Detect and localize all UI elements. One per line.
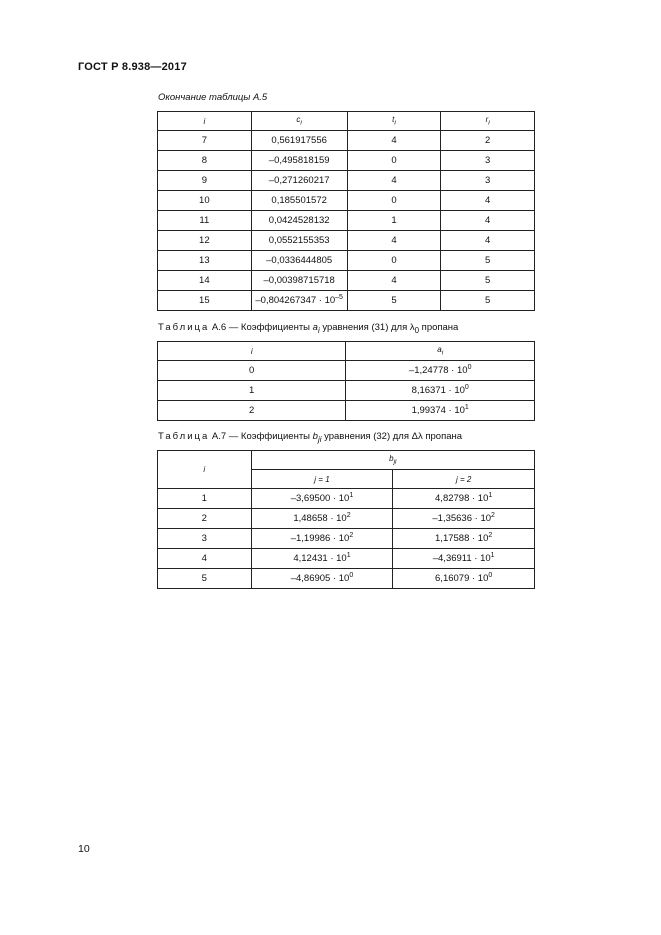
cell-bj1: $-3,69500 \cdot 10^1$	[251, 489, 393, 509]
cell-ti: 0	[347, 151, 441, 171]
cell-bj2: $4,82798 \cdot 10^1$	[393, 489, 535, 509]
cell-i: 9	[158, 171, 252, 191]
cell-i: 10	[158, 191, 252, 211]
col-header-ti: $t_i$	[347, 112, 441, 131]
col-header-bji: $b_{ji}$	[251, 451, 534, 470]
cell-bj1: $1,48658 \cdot 10^2$	[251, 509, 393, 529]
table-row	[158, 191, 535, 211]
cell-ti: 0	[347, 251, 441, 271]
cell-bj2: $-4,36911 \cdot 10^1$	[393, 549, 535, 569]
cell-i: 8	[158, 151, 252, 171]
cell-bj2: $-1,35636 \cdot 10^2$	[393, 509, 535, 529]
cell-i: 4	[158, 549, 252, 569]
col-header-ci: $c_i$	[251, 112, 347, 131]
table-row	[158, 251, 535, 271]
cell-i: 15	[158, 291, 252, 311]
table-a7-caption: Таблица А.7 — Коэффициенты $b_{ji}$ уравнения (32) для Δλ пропана	[158, 431, 463, 444]
cell-i: 1	[158, 489, 252, 509]
cell-ci: 0,185501572	[251, 191, 347, 211]
cell-ri: 2	[441, 131, 535, 151]
cell-ci: 0,0552155353	[251, 231, 347, 251]
table-row	[158, 211, 535, 231]
table-row	[158, 549, 535, 569]
cell-ai: $1,99374 \cdot 10^1$	[346, 401, 535, 421]
col-header-ri: $r_i$	[441, 112, 535, 131]
table-row	[158, 171, 535, 191]
cell-i: 3	[158, 529, 252, 549]
cell-ti: 0	[347, 191, 441, 211]
table-row	[158, 271, 535, 291]
table-row	[158, 529, 535, 549]
cell-ri: 5	[441, 291, 535, 311]
cell-ri: 4	[441, 211, 535, 231]
cell-i: 12	[158, 231, 252, 251]
cell-ci: $-0,804267347 \cdot 10^{-5}$	[251, 291, 347, 311]
cell-ti: 5	[347, 291, 441, 311]
table-row	[158, 569, 535, 589]
cell-i: 0	[158, 361, 346, 381]
cell-i: 7	[158, 131, 252, 151]
cell-i: 5	[158, 569, 252, 589]
cell-bj1: $-4,86905 \cdot 10^0$	[251, 569, 393, 589]
table-row	[158, 151, 535, 171]
cell-bj1: $4,12431 \cdot 10^1$	[251, 549, 393, 569]
cell-ti: 4	[347, 131, 441, 151]
cell-bj1: $-1,19986 \cdot 10^2$	[251, 529, 393, 549]
cell-i: 11	[158, 211, 252, 231]
table-row	[158, 401, 535, 421]
cell-bj2: $6,16079 \cdot 10^0$	[393, 569, 535, 589]
cell-ri: 3	[441, 151, 535, 171]
cell-i: 13	[158, 251, 252, 271]
table-row	[158, 291, 535, 311]
col-header-j1: j = 1	[251, 470, 393, 489]
cell-ai: $-1,24778 \cdot 10^0$	[346, 361, 535, 381]
cell-ti: 4	[347, 171, 441, 191]
page-number: 10	[78, 843, 90, 855]
table-a6	[157, 341, 535, 421]
cell-i: 2	[158, 509, 252, 529]
col-header-i: i	[158, 112, 252, 131]
col-header-ai: $a_i$	[346, 342, 535, 361]
table-a7	[157, 450, 535, 589]
col-header-i: i	[158, 451, 252, 489]
cell-ci: 0,561917556	[251, 131, 347, 151]
col-header-j2: j = 2	[393, 470, 535, 489]
cell-ti: 1	[347, 211, 441, 231]
table-row	[158, 361, 535, 381]
cell-ti: 4	[347, 271, 441, 291]
cell-ri: 5	[441, 251, 535, 271]
cell-ci: –0,00398715718	[251, 271, 347, 291]
cell-ti: 4	[347, 231, 441, 251]
cell-ri: 3	[441, 171, 535, 191]
cell-ci: –0,495818159	[251, 151, 347, 171]
table-row	[158, 231, 535, 251]
table-a5-caption: Окончание таблицы А.5	[158, 92, 268, 103]
cell-ci: –0,0336444805	[251, 251, 347, 271]
cell-i: 2	[158, 401, 346, 421]
cell-i: 1	[158, 381, 346, 401]
cell-bj2: $1,17588 \cdot 10^2$	[393, 529, 535, 549]
table-a5	[157, 111, 535, 311]
cell-ri: 4	[441, 231, 535, 251]
cell-ri: 5	[441, 271, 535, 291]
cell-i: 14	[158, 271, 252, 291]
cell-ai: $8,16371 \cdot 10^0$	[346, 381, 535, 401]
table-row	[158, 381, 535, 401]
cell-ri: 4	[441, 191, 535, 211]
cell-ci: –0,271260217	[251, 171, 347, 191]
document-header: ГОСТ Р 8.938—2017	[78, 61, 187, 73]
table-row	[158, 509, 535, 529]
table-row	[158, 131, 535, 151]
table-row	[158, 489, 535, 509]
cell-ci: 0,0424528132	[251, 211, 347, 231]
col-header-i: i	[158, 342, 346, 361]
table-a6-caption: Таблица А.6 — Коэффициенты $a_i$ уравнения (31) для $\lambda_0$ пропана	[158, 322, 459, 335]
